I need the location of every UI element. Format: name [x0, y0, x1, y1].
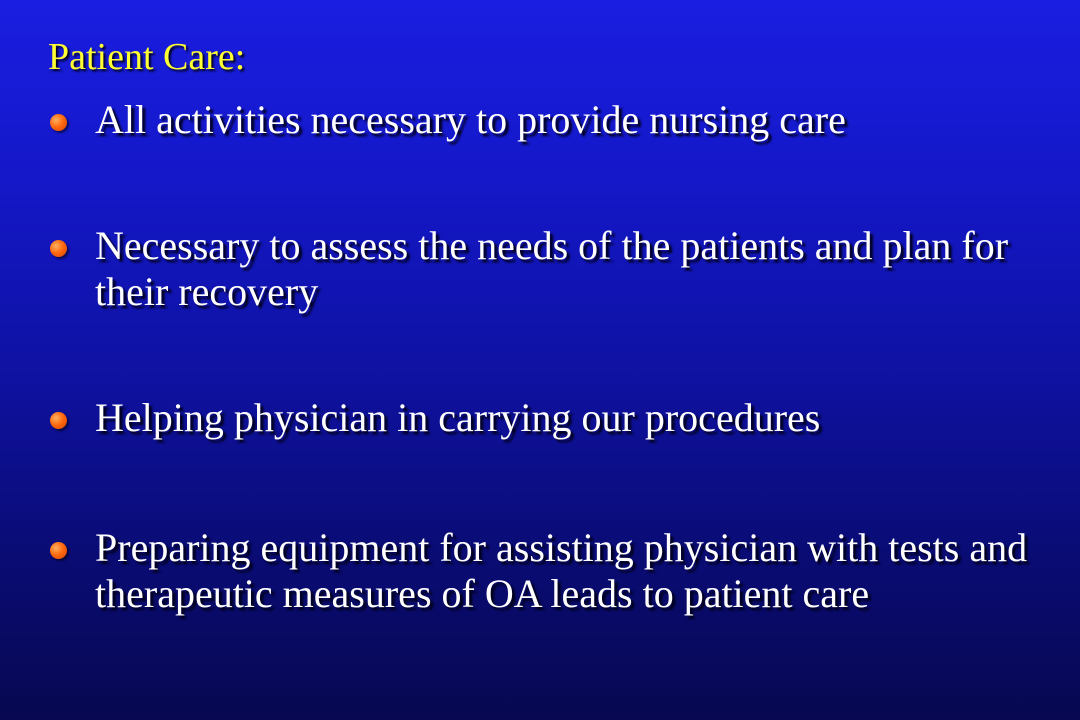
slide-heading: Patient Care:: [48, 36, 246, 78]
bullet-text: Necessary to assess the needs of the patients and plan for their recovery: [95, 223, 1009, 314]
bullet-text: Preparing equipment for assisting physician with tests and therapeutic measures of OA leads to patient care: [95, 525, 1028, 616]
bullet-item: [50, 395, 1050, 441]
bullet-item: [50, 97, 1050, 143]
bullet-item: [50, 223, 1050, 315]
bullet-dot-icon: [50, 412, 67, 429]
bullet-dot-icon: [50, 240, 67, 257]
bullet-dot-icon: [50, 542, 67, 559]
bullet-text: All activities necessary to provide nursing care: [95, 97, 846, 142]
bullet-item: [50, 525, 1050, 617]
bullet-dot-icon: [50, 114, 67, 131]
bullet-text: Helping physician in carrying our procedures: [95, 395, 821, 440]
